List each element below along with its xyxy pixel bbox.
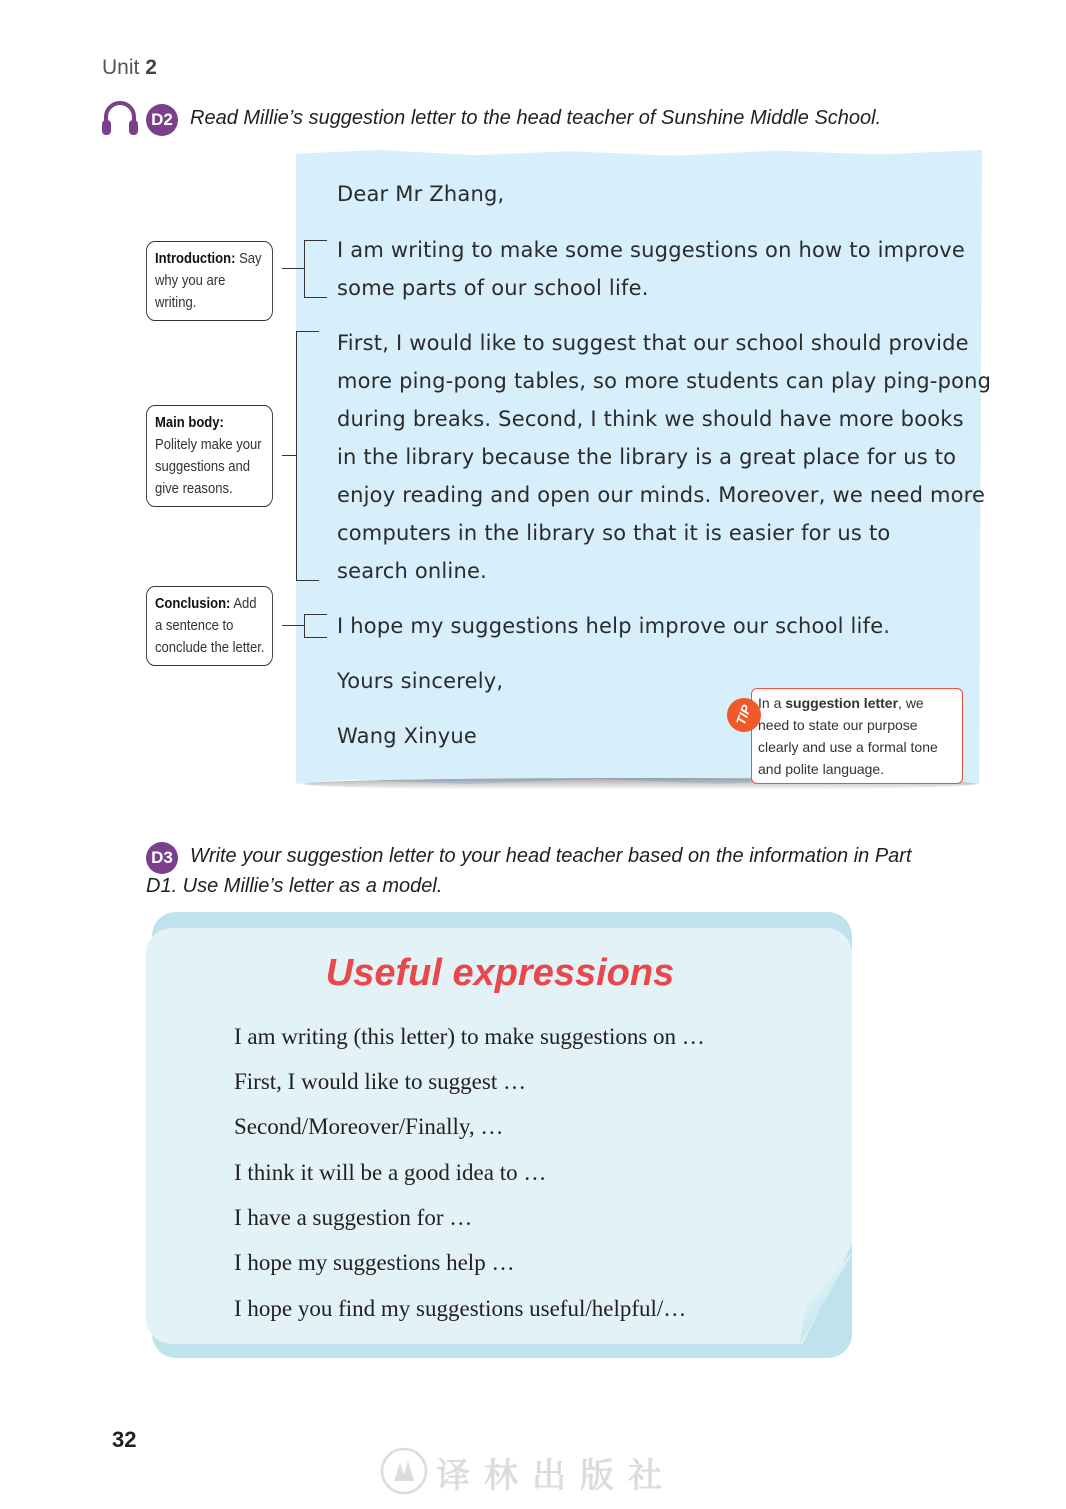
tip-badge: TIP: [722, 693, 766, 737]
letter-closing: Yours sincerely,: [337, 669, 504, 693]
conclusion-note: [146, 586, 273, 666]
d2-badge: D2: [146, 104, 178, 136]
tip-text-post: , we need to state our purpose clearly and use a formal tone and polite language.: [758, 695, 938, 777]
expression-item: I am writing (this letter) to make suggestions on …: [234, 1024, 705, 1049]
tip-box: [751, 688, 963, 784]
unit-header: [102, 56, 157, 80]
unit-word: Unit: [102, 56, 140, 79]
body-connector: [282, 455, 296, 456]
conclusion-note-label: Conclusion:: [155, 596, 231, 612]
tip-text-bold: suggestion letter: [785, 695, 899, 711]
body-note-text: Politely make your suggestions and give reasons.: [155, 437, 262, 497]
letter-conclusion: I hope my suggestions help improve our school life.: [337, 614, 891, 638]
letter-body-line: computers in the library so that it is easier for us to: [337, 521, 891, 545]
publisher-name: 译林出版社: [436, 1456, 676, 1496]
conclusion-connector: [282, 625, 304, 626]
intro-note-label: Introduction:: [155, 251, 236, 267]
letter-body-line: more ping-pong tables, so more students can play ping-pong: [337, 369, 992, 393]
letter-body-line: enjoy reading and open our minds. Moreover, we need more: [337, 483, 986, 507]
intro-connector: [282, 268, 304, 269]
letter-intro-line: some parts of our school life.: [337, 276, 649, 300]
headphones-icon[interactable]: [100, 99, 140, 137]
body-bracket: [296, 331, 319, 581]
intro-bracket: [304, 240, 327, 298]
tip-text-pre: In a: [758, 695, 786, 711]
letter-signature: Wang Xinyue: [337, 724, 477, 748]
d2-instruction: Read Millie’s suggestion letter to the head teacher of Sunshine Middle School.: [190, 107, 882, 129]
expression-item: I hope my suggestions help …: [234, 1250, 515, 1275]
d3-badge: D3: [146, 842, 178, 874]
expression-item: I hope you find my suggestions useful/helpful/…: [234, 1296, 687, 1321]
useful-expressions-title: Useful expressions: [325, 952, 675, 994]
letter-intro-line: I am writing to make some suggestions on how to improve: [337, 238, 966, 262]
letter-body-line: First, I would like to suggest that our school should provide: [337, 331, 969, 355]
page-number: 32: [112, 1427, 137, 1452]
expression-item: Second/Moreover/Finally, …: [234, 1114, 504, 1139]
body-note: [146, 405, 273, 507]
letter-body-line: during breaks. Second, I think we should have more books: [337, 407, 964, 431]
d3-instruction-line: Write your suggestion letter to your head teacher based on the information in Part: [190, 845, 912, 867]
unit-number: 2: [145, 56, 157, 79]
intro-note-text: Say why you are writing.: [155, 251, 262, 311]
body-note-label: Main body:: [155, 415, 224, 431]
expression-item: I have a suggestion for …: [234, 1205, 473, 1230]
letter-body-line: search online.: [337, 559, 487, 583]
letter-body-line: in the library because the library is a great place for us to: [337, 445, 957, 469]
expression-item: I think it will be a good idea to …: [234, 1160, 547, 1185]
conclusion-bracket: [304, 614, 327, 638]
intro-note: [146, 241, 273, 321]
expression-item: First, I would like to suggest …: [234, 1069, 526, 1094]
conclusion-note-text: Add a sentence to conclude the letter.: [155, 596, 265, 656]
letter-greeting: Dear Mr Zhang,: [337, 182, 505, 206]
d3-instruction-line: D1. Use Millie’s letter as a model.: [146, 875, 443, 897]
